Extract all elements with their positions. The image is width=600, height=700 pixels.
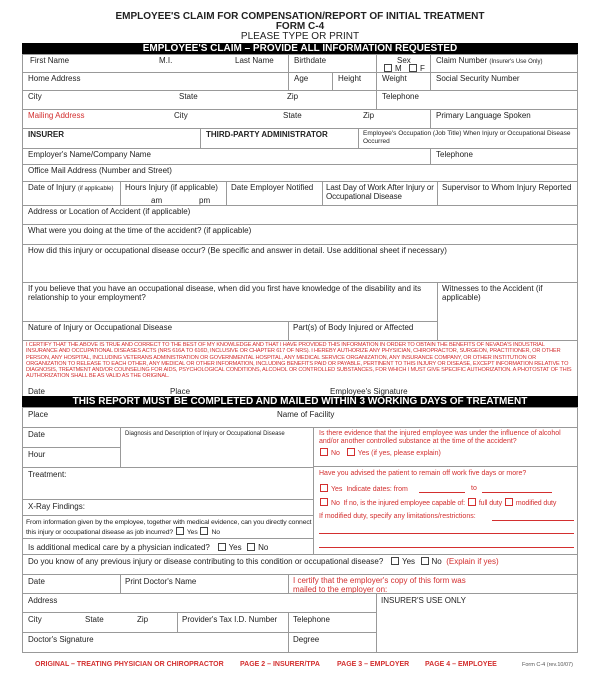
accident-location-field[interactable] — [22, 205, 578, 225]
height-label: Height — [338, 74, 362, 83]
additional-care-label: Is additional medical care by a physician indicated? — [28, 543, 210, 552]
yes-label: Yes — [357, 450, 370, 457]
date-employer-notified-field[interactable] — [226, 181, 323, 206]
office-address-label: Office Mail Address (Number and Street) — [28, 166, 172, 175]
weight-field[interactable] — [376, 72, 431, 91]
no-label: No — [331, 450, 340, 457]
name-field[interactable] — [22, 54, 289, 73]
additional-care-question — [22, 538, 314, 555]
employer-name-label: Employer's Name/Company Name — [28, 150, 151, 159]
explain-if-yes-label: (Explain if yes) — [446, 557, 499, 566]
doctor-city-state-zip-field[interactable] — [22, 612, 178, 633]
checkbox-icon — [421, 557, 429, 565]
witnesses-field[interactable] — [437, 282, 578, 341]
checkbox-icon — [505, 498, 513, 506]
home-address-label: Home Address — [28, 74, 81, 83]
tpa-label: THIRD-PARTY ADMINISTRATOR — [206, 130, 328, 139]
xray-field[interactable] — [22, 499, 314, 516]
occupational-knowledge-label: If you believe that you have an occupational disease, when did you first have knowledge of the disability and its relationship to your employment? — [28, 284, 422, 302]
checkbox-icon — [320, 448, 328, 456]
body-parts-field[interactable] — [288, 321, 438, 341]
doctor-zip-label: Zip — [137, 615, 149, 624]
ssn-field[interactable] — [430, 72, 578, 91]
treatment-banner: THIS REPORT MUST BE COMPLETED AND MAILED WITHIN 3 WORKING DAYS OF TREATMENT — [22, 396, 578, 407]
pm-label: pm — [199, 196, 211, 205]
city-state-zip-field[interactable] — [22, 90, 377, 110]
checkbox-icon — [347, 448, 355, 456]
sex-label: Sex — [397, 56, 411, 65]
modified-duty-label: modified duty — [515, 500, 557, 507]
last-day-work-field[interactable] — [322, 181, 438, 206]
footer-form-revision: Form C-4 (rev.10/07) — [522, 662, 573, 668]
claim-number-text: Claim Number — [436, 56, 488, 65]
limitations-line-1[interactable] — [492, 520, 574, 521]
off-work-no-row — [319, 498, 556, 508]
supervisor-label: Supervisor to Whom Injury Reported — [442, 183, 572, 192]
additional-care-no-checkbox[interactable] — [244, 543, 268, 552]
doctor-telephone-label: Telephone — [293, 615, 330, 624]
age-label: Age — [294, 74, 309, 83]
telephone-label: Telephone — [382, 92, 419, 101]
yes-explain-label: (if yes, please explain) — [371, 450, 441, 457]
to-date-line[interactable] — [482, 492, 552, 493]
insurer-use-label: INSURER'S USE ONLY — [381, 596, 466, 605]
alcohol-options — [319, 448, 441, 458]
office-address-field[interactable] — [22, 164, 578, 182]
telephone-field[interactable] — [376, 90, 578, 110]
yes-label: Yes — [228, 543, 242, 552]
primary-language-field[interactable] — [430, 109, 578, 129]
print-doctor-name-field[interactable] — [120, 574, 289, 594]
treatment-field[interactable] — [22, 467, 314, 500]
tpa-field[interactable] — [200, 128, 359, 149]
off-work-question — [313, 466, 578, 555]
doctor-date-label: Date — [28, 577, 45, 586]
previous-no-checkbox[interactable] — [420, 557, 442, 566]
certify-mailed-label: I certify that the employer's copy of this form was mailed to the employer on: — [293, 576, 466, 594]
mailing-state-label: State — [283, 111, 302, 120]
ssn-label: Social Security Number — [436, 74, 520, 83]
off-work-yes-row — [319, 484, 408, 494]
footer-page2: PAGE 2 – INSURER/TPA — [240, 661, 320, 668]
how-occur-field[interactable] — [22, 244, 578, 283]
claim-number-field[interactable] — [430, 54, 578, 73]
mi-label: M.I. — [159, 56, 173, 65]
footer-page4: PAGE 4 – EMPLOYEE — [425, 661, 497, 668]
zip-label: Zip — [287, 92, 299, 101]
date-of-injury-field[interactable] — [22, 181, 121, 206]
print-doctor-label: Print Doctor's Name — [125, 577, 197, 586]
doctor-telephone-field[interactable] — [288, 612, 377, 633]
weight-label: Weight — [382, 74, 407, 83]
employee-place-label: Place — [170, 387, 191, 396]
certification-text: I CERTIFY THAT THE ABOVE IS TRUE AND CORRECT TO THE BEST OF MY KNOWLEDGE AND THAT I HAVE PROVIDED THIS INFORMATION IN ORDER TO OBTAIN THE BENEFITS OF NEVADA'S INDUSTRIAL INSURANCE AND OCCUPATIONAL DISEASES ACTS (NRS 616A TO 616D, INCLUSIVE OR CHAPTER 617 OF NRS). I HEREBY AUTHORIZE ANY PHYSICIAN, CHIROPRACTOR, SURGEON, PRACTITIONER, OR OTHER PERSON, ANY HOSPITAL, INCLUDING VETERANS ADMINISTRATION OR GOVERNMENTAL HOSPITAL, ANY MEDICAL SERVICE ORGANIZATION, ANY INSURANCE COMPANY, OR OTHER INSTITUTION OR ORGANIZATION TO RELEASE TO EACH OTHER, ANY MEDICAL OR OTHER INFORMATION, INCLUDING BENEFITS PAID OR PAYABLE, PERTINENT TO THIS INJURY OR DISEASE, EXCEPT INFORMATION RELATIVE TO DIAGNOSIS, TREATMENT AND/OR COUNSELING FOR AIDS, PSYCHOLOGICAL CONDITIONS, ALCOHOL OR CONTROLLED SUBSTANCES, FOR WHICH I MUST GIVE SPECIFIC AUTHORIZATION. A PHOTOSTAT OF THIS AUTHORIZATION SHALL BE AS VALID AS THE ORIGINAL. — [26, 342, 572, 380]
birthdate-label: Birthdate — [294, 56, 327, 65]
occupation-field[interactable] — [358, 128, 578, 149]
date-employer-notified-label: Date Employer Notified — [231, 183, 314, 192]
doctor-address-label: Address — [28, 596, 58, 605]
if-no-label: If no, is the injured employee capable of: — [343, 500, 465, 507]
connect-question — [22, 515, 314, 539]
checkbox-icon — [409, 64, 417, 72]
connect-yes-checkbox[interactable] — [175, 529, 198, 536]
age-field[interactable] — [288, 72, 333, 91]
last-name-label: Last Name — [235, 56, 274, 65]
xray-label: X-Ray Findings: — [28, 502, 85, 511]
mailing-city-label: City — [174, 111, 188, 120]
hours-injury-field[interactable] — [120, 181, 227, 206]
facility-label: Name of Facility — [277, 410, 335, 419]
connect-question-text — [26, 518, 313, 537]
claim-number-label — [436, 56, 543, 67]
hours-injury-label: Hours Injury (if applicable) — [125, 183, 218, 192]
date-of-injury-text: Date of Injury — [28, 183, 76, 192]
treatment-date-field[interactable] — [22, 427, 121, 448]
doing-at-time-field[interactable] — [22, 224, 578, 245]
checkbox-icon — [320, 484, 328, 492]
previous-injury-text — [28, 557, 499, 566]
checkbox-icon — [320, 498, 328, 506]
checkbox-icon — [218, 543, 226, 551]
nature-of-injury-label: Nature of Injury or Occupational Disease — [28, 323, 173, 332]
doctor-state-label: State — [85, 615, 104, 624]
state-label: State — [179, 92, 198, 101]
treatment-date-label: Date — [28, 430, 45, 439]
mailing-address-label: Mailing Address — [28, 111, 85, 120]
degree-field[interactable] — [288, 632, 377, 653]
yes-label: Yes — [186, 529, 198, 536]
alcohol-no-checkbox[interactable] — [319, 450, 340, 457]
diagnosis-field[interactable] — [120, 427, 314, 468]
off-work-label: Have you advised the patient to remain off work five days or more? — [319, 470, 527, 477]
tax-id-field[interactable] — [177, 612, 289, 633]
additional-care-yes-checkbox[interactable] — [212, 543, 242, 552]
form-number: FORM C-4 — [275, 21, 325, 32]
doctor-city-label: City — [28, 615, 42, 624]
form-title: EMPLOYEE'S CLAIM FOR COMPENSATION/REPORT OF INITIAL TREATMENT — [115, 11, 485, 22]
mailing-zip-label: Zip — [363, 111, 375, 120]
date-of-injury-label — [28, 183, 114, 194]
form-instruction: PLEASE TYPE OR PRINT — [240, 31, 360, 42]
diagnosis-label: Diagnosis and Description of Injury or Occupational Disease — [125, 431, 285, 437]
connect-question-label: From information given by the employee, together with medical evidence, can you directly connect this injury or occupational disease as job incurred? — [26, 519, 312, 536]
witnesses-label: Witnesses to the Accident (if applicable) — [442, 284, 543, 302]
alcohol-yes-checkbox[interactable] — [346, 450, 369, 457]
occupation-label: Employee's Occupation (Job Title) When Injury or Occupational Disease Occurred — [363, 130, 571, 145]
no-label: No — [431, 557, 442, 566]
off-work-no-checkbox[interactable] — [319, 500, 340, 507]
date-of-injury-note: (if applicable) — [77, 186, 114, 192]
claim-banner: EMPLOYEE'S CLAIM – PROVIDE ALL INFORMATION REQUESTED — [22, 43, 578, 54]
doing-at-time-label: What were you doing at the time of the accident? (if applicable) — [28, 226, 252, 235]
body-parts-label: Part(s) of Body Injured or Affected — [293, 323, 414, 332]
doctor-signature-label: Doctor's Signature — [28, 635, 94, 644]
nature-of-injury-field[interactable] — [22, 321, 289, 341]
checkbox-icon — [384, 64, 392, 72]
alcohol-question-label: Is there evidence that the injured employee was under the influence of alcohol and/or another controlled substance at the time of the accident? — [319, 430, 561, 445]
limitations-label: If modified duty, specify any limitations/restrictions: — [319, 513, 476, 520]
employee-signature-label: Employee's Signature — [330, 387, 408, 396]
treatment-place-label: Place — [28, 410, 49, 419]
full-duty-checkbox[interactable] — [467, 500, 502, 507]
treatment-label: Treatment: — [28, 470, 67, 479]
certify-mailed-field[interactable] — [288, 574, 578, 594]
first-name-label: First Name — [30, 56, 70, 65]
previous-injury-label: Do you know of any previous injury or disease contributing to this condition or occupational disease? — [28, 557, 384, 566]
male-label: M — [395, 64, 402, 73]
modified-duty-checkbox[interactable] — [504, 500, 556, 507]
checkbox-icon — [176, 527, 184, 535]
last-day-work-label: Last Day of Work After Injury or Occupational Disease — [326, 183, 434, 201]
employer-name-field[interactable] — [22, 148, 431, 165]
degree-label: Degree — [293, 635, 320, 644]
sex-field — [376, 54, 431, 73]
insurer-use-only-field — [376, 593, 578, 653]
treatment-hour-label: Hour — [28, 450, 46, 459]
checkbox-icon — [200, 527, 208, 535]
insurer-field[interactable] — [22, 128, 201, 149]
previous-yes-checkbox[interactable] — [390, 557, 415, 566]
previous-injury-question — [22, 554, 578, 575]
home-address-field[interactable] — [22, 72, 289, 91]
alcohol-question — [313, 427, 578, 467]
footer-page3: PAGE 3 – EMPLOYER — [337, 661, 410, 668]
full-duty-label: full duty — [478, 500, 503, 507]
employer-telephone-label: Telephone — [436, 150, 473, 159]
no-label: No — [258, 543, 269, 552]
connect-no-checkbox[interactable] — [199, 529, 220, 536]
off-work-yes-checkbox[interactable] — [319, 486, 342, 493]
yes-label: Yes — [331, 486, 343, 493]
limitations-line-2[interactable] — [319, 533, 574, 534]
claim-number-note: (Insurer's Use Only) — [489, 59, 543, 65]
employer-telephone-field[interactable] — [430, 148, 578, 165]
birthdate-field[interactable] — [288, 54, 377, 73]
checkbox-icon — [391, 557, 399, 565]
tax-id-label: Provider's Tax I.D. Number — [182, 615, 278, 624]
footer-original: ORIGINAL – TREATING PHYSICIAN OR CHIROPRACTOR — [35, 661, 224, 668]
height-field[interactable] — [332, 72, 377, 91]
no-label: No — [331, 500, 340, 507]
am-label: am — [151, 196, 163, 205]
insurer-label: INSURER — [28, 130, 65, 139]
treatment-place-field[interactable] — [22, 407, 578, 428]
mailing-address-field[interactable] — [22, 109, 431, 129]
indicate-dates-label: Indicate dates: from — [346, 486, 408, 493]
employee-date-label: Date — [28, 387, 45, 396]
yes-label: Yes — [402, 557, 416, 566]
to-label: to — [471, 485, 477, 492]
doctor-date-field[interactable] — [22, 574, 121, 594]
from-date-line[interactable] — [419, 492, 465, 493]
limitations-line-3[interactable] — [319, 547, 574, 548]
city-label: City — [28, 92, 42, 101]
supervisor-field[interactable] — [437, 181, 578, 206]
doctor-address-field[interactable] — [22, 593, 377, 613]
checkbox-icon — [247, 543, 255, 551]
checkbox-icon — [468, 498, 476, 506]
occupational-knowledge-field[interactable] — [22, 282, 438, 322]
no-label: No — [211, 529, 220, 536]
how-occur-label: How did this injury or occupational disease occur? (Be specific and answer in detail. Use additional sheet if necessary) — [28, 246, 447, 255]
primary-language-label: Primary Language Spoken — [436, 111, 531, 120]
additional-care-text — [28, 543, 268, 552]
doctor-signature-field[interactable] — [22, 632, 289, 653]
female-label: F — [420, 64, 425, 73]
treatment-hour-field[interactable] — [22, 447, 121, 468]
accident-location-label: Address or Location of Accident (if applicable) — [28, 207, 191, 216]
